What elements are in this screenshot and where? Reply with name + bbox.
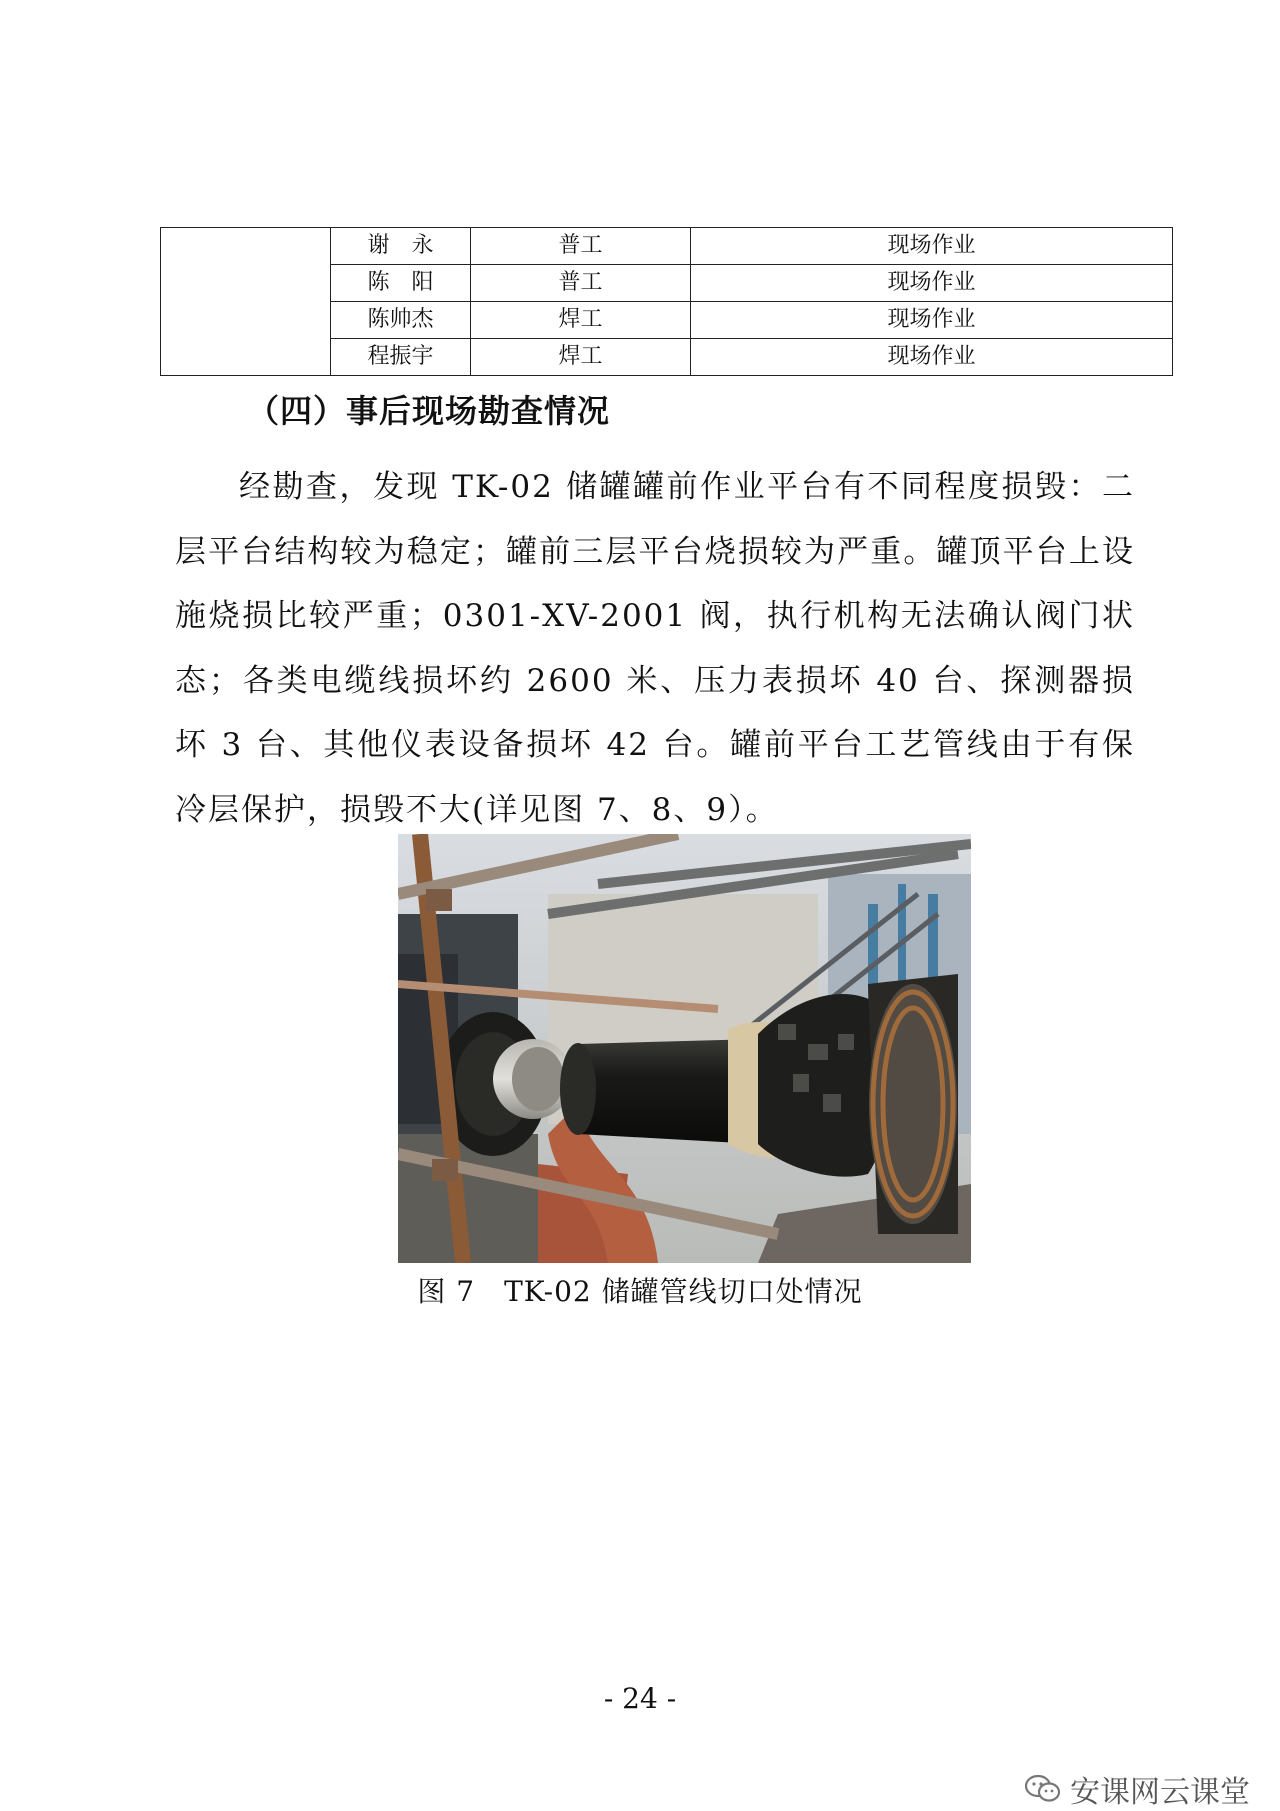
role-cell: 普工 (471, 265, 691, 302)
page-number: - 24 - (603, 1682, 677, 1715)
role-cell: 焊工 (471, 302, 691, 339)
pipeline-photo (398, 834, 971, 1263)
duty-cell: 现场作业 (691, 339, 1173, 376)
name-cell: 陈帅杰 (331, 302, 471, 339)
name-cell: 谢 永 (331, 228, 471, 265)
name-cell: 程振宇 (331, 339, 471, 376)
name-cell: 陈 阳 (331, 265, 471, 302)
staff-table (160, 227, 1173, 376)
body-paragraph: 经勘查，发现 TK-02 储罐罐前作业平台有不同程度损毁：二层平台结构较为稳定；罐前三层平台烧损较为严重。罐顶平台上设施烧损比较严重；0301-XV-2001 阀，执行机构无法确认阀门状态；各类电缆线损坏约 2600 米、压力表损坏 40 台、探测器损坏 3 台、其他仪表设备损坏 42 台。罐前平台工艺管线由于有保冷层保护，损毁不大(详见图 7、8、9）。 (175, 469, 1135, 828)
watermark (1024, 1767, 1250, 1811)
duty-cell: 现场作业 (691, 228, 1173, 265)
table-row (161, 228, 1173, 265)
wechat-icon (1024, 1773, 1062, 1805)
duty-cell: 现场作业 (691, 265, 1173, 302)
role-cell: 普工 (471, 228, 691, 265)
duty-cell: 现场作业 (691, 302, 1173, 339)
merged-cell (161, 228, 331, 376)
watermark-text: 安课网云课堂 (1070, 1775, 1250, 1810)
section-heading: （四）事后现场勘查情况 (247, 392, 611, 430)
figure-caption: 图 7 TK-02 储罐管线切口处情况 (417, 1275, 863, 1308)
role-cell: 焊工 (471, 339, 691, 376)
